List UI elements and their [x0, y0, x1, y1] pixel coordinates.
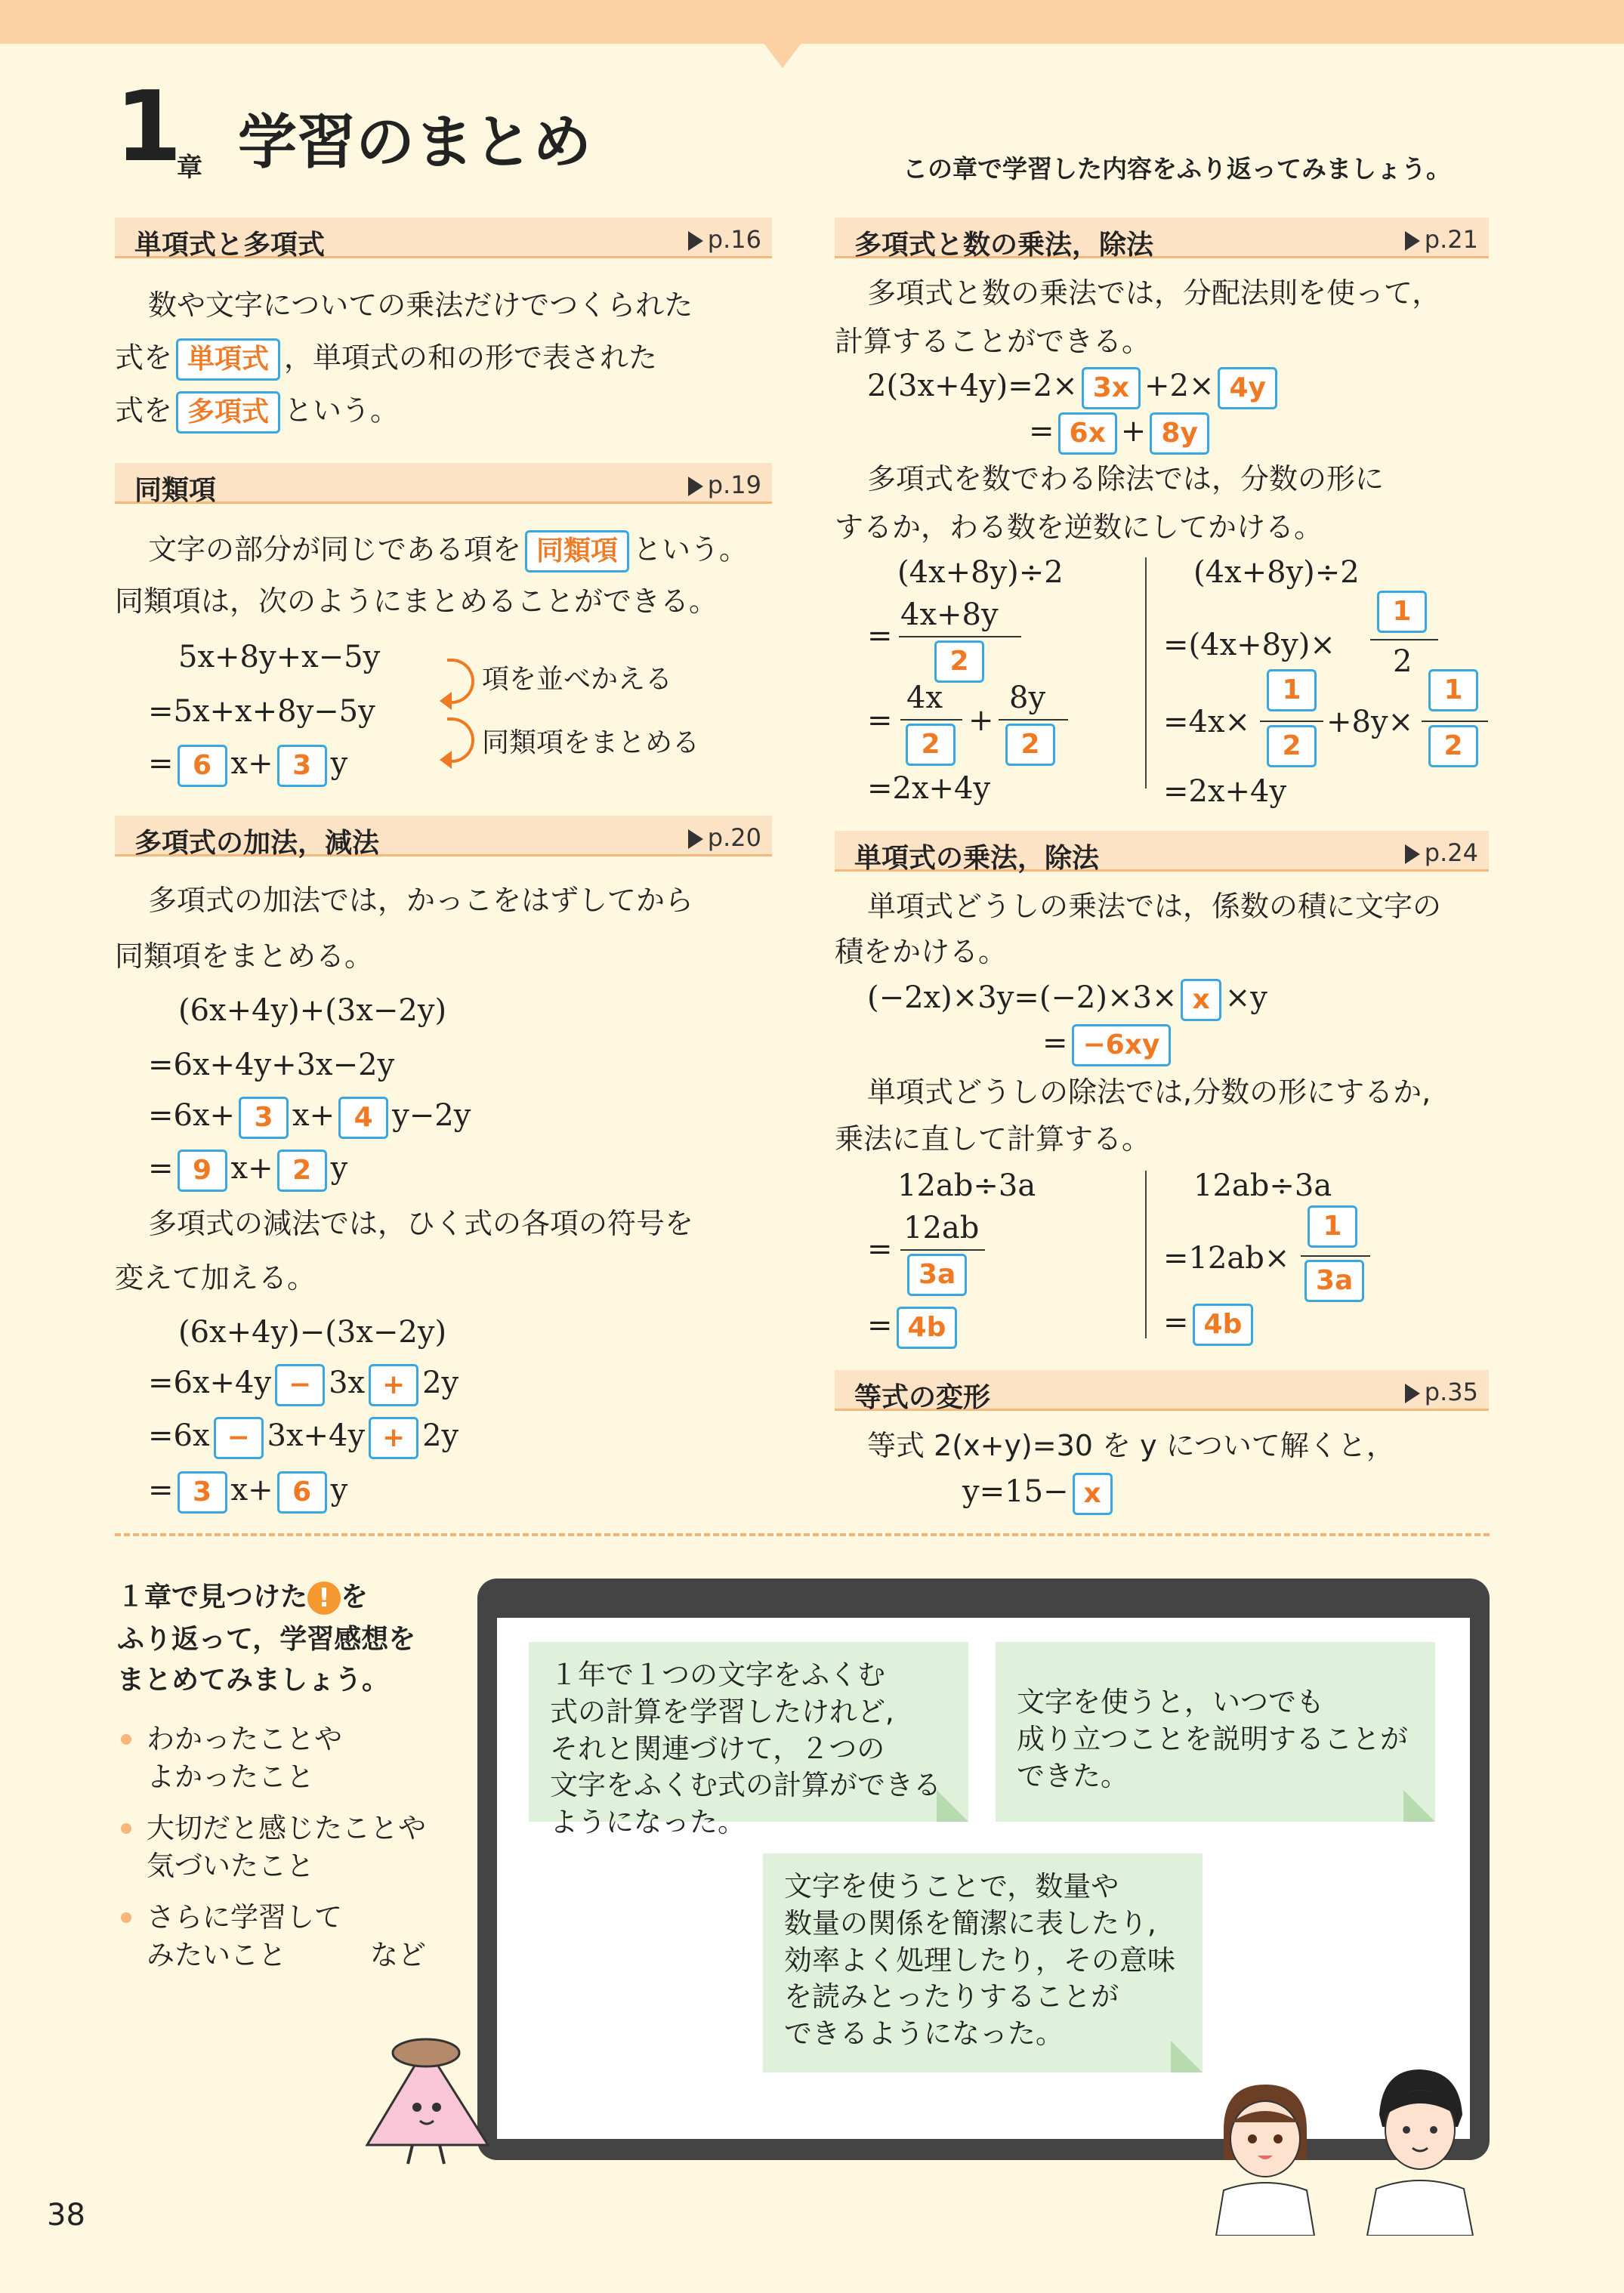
text-line: 式を 単項式 ，単項式の和の形で表された [115, 338, 657, 381]
answer-box: 3 [178, 1471, 227, 1514]
dashed-divider [115, 1533, 1490, 1536]
page-fold-icon [1171, 2041, 1203, 2072]
text-line: 単項式どうしの除法では,分数の形にするか, [867, 1076, 1431, 1109]
page-fold-icon [1403, 1790, 1435, 1822]
fraction-denominator: 2 [902, 724, 959, 766]
fraction-denominator: 3a [1301, 1260, 1368, 1302]
section-header-equation-transform [835, 1370, 1489, 1411]
answer-box: 4b [897, 1307, 958, 1349]
answer-box: 6 [178, 745, 227, 787]
math-line: y=15− x [962, 1473, 1116, 1515]
fraction-denominator: 2 [1393, 644, 1413, 679]
math-line: = [867, 703, 893, 738]
chapter-number: 1 [115, 71, 183, 184]
play-triangle-icon [688, 829, 703, 849]
math-line: (6x+4y)−(3x−2y) [178, 1315, 447, 1350]
answer-box: 同類項 [525, 530, 629, 572]
text-line: 多項式と数の乗法では，分配法則を使って， [867, 276, 1441, 310]
fraction-bar [899, 636, 1021, 637]
math-line: (−2x)×3y=(−2)×3× x ×y [867, 979, 1267, 1021]
text-line: 計算することができる。 [835, 325, 1151, 358]
column-divider [1145, 557, 1147, 789]
page-reference[interactable]: p.21 [1405, 225, 1478, 254]
math-line: = 6x + 8y [1029, 412, 1213, 455]
math-line: 12ab÷3a [1193, 1168, 1332, 1203]
answer-box: + [369, 1364, 418, 1406]
math-line: (6x+4y)+(3x−2y) [178, 993, 447, 1028]
answer-box: 4 [338, 1097, 388, 1139]
math-line: 2(3x+4y)=2× 3x +2× 4y [867, 367, 1281, 409]
fraction-denominator: 2 [931, 640, 988, 683]
math-line: =4x× [1163, 705, 1251, 739]
list-item: さらに学習して みたいこと など [121, 1899, 426, 1974]
section-header-polynomial-number-mul-div [835, 218, 1489, 261]
sticky-note: １年で１つの文字をふくむ 式の計算を学習したけれど, それと関連づけて，２つの 文字をふくむ式の計算ができる ようになった。 [529, 1642, 968, 1822]
list-item: 大切だと感じたことや 気づいたこと [121, 1810, 426, 1885]
answer-box: 3x [1082, 367, 1141, 409]
fraction-bar [999, 719, 1068, 721]
fraction-denominator: 2 [1002, 724, 1059, 766]
math-line: = [867, 619, 893, 653]
exclamation-icon: ! [307, 1582, 341, 1615]
reflection-heading: まとめてみましょう。 [117, 1665, 390, 1696]
answer-box: x [1181, 979, 1221, 1021]
text-line: 式を 多項式 という。 [115, 391, 399, 434]
fraction-numerator: 12ab [903, 1211, 980, 1245]
math-line: +8y× [1326, 705, 1414, 739]
chapter-subtitle: この章で学習した内容をふり返ってみましょう。 [903, 154, 1451, 184]
math-operator: + [968, 703, 994, 738]
math-line: = 6 x+ 3 y [148, 745, 347, 787]
text-line: 多項式の減法では，ひく式の各項の符号を [148, 1207, 694, 1240]
math-line: (4x+8y)÷2 [1193, 555, 1360, 590]
board-surface [497, 1618, 1470, 2139]
answer-box: 8y [1150, 412, 1209, 455]
play-triangle-icon [688, 477, 703, 496]
chapter-title: 学習のまとめ [238, 109, 592, 177]
answer-box: 2 [277, 1150, 327, 1192]
text-line: 文字の部分が同じである項を 同類項 という。 [148, 530, 748, 572]
page-fold-icon [937, 1790, 968, 1822]
text-line: 等式 2(x+y)=30 を y について解くと， [867, 1429, 1395, 1462]
math-line: = [867, 1232, 893, 1267]
fraction-numerator: 8y [1009, 680, 1046, 715]
play-triangle-icon [1405, 1384, 1420, 1403]
math-line: (4x+8y)÷2 [897, 555, 1064, 590]
text-line: 積をかける。 [835, 935, 1008, 968]
top-notch [763, 42, 802, 68]
play-triangle-icon [1405, 231, 1420, 251]
page-reference[interactable]: p.24 [1405, 838, 1478, 867]
answer-box: 6 [277, 1471, 327, 1514]
math-line: =6x+4y+3x−2y [148, 1048, 395, 1082]
fraction-bar [1422, 721, 1488, 722]
math-line: 5x+8y+x−5y [178, 640, 381, 674]
page-reference[interactable]: p.35 [1405, 1378, 1478, 1406]
fraction-denominator: 2 [1425, 725, 1482, 767]
answer-box: 3 [277, 745, 327, 787]
section-header-monomial-mul-div [835, 831, 1489, 872]
girl-character-icon [1201, 2069, 1329, 2236]
section-title: 等式の変形 [854, 1382, 991, 1413]
page-reference[interactable]: p.20 [688, 823, 761, 852]
text-line: するか，わる数を逆数にしてかける。 [835, 511, 1323, 544]
fraction-numerator: 1 [1425, 669, 1482, 711]
answer-box: 4b [1193, 1304, 1254, 1346]
fraction-numerator: 4x+8y [900, 597, 999, 632]
math-line: =6x+4y − 3x + 2y [148, 1364, 458, 1406]
math-line: = −6xy [1042, 1024, 1175, 1066]
section-title: 単項式と多項式 [134, 230, 326, 261]
math-line: =5x+x+8y−5y [148, 694, 375, 729]
top-band [0, 0, 1624, 44]
text-line: 同類項をまとめる。 [115, 940, 374, 973]
math-line: =2x+4y [1163, 774, 1287, 809]
curved-arrow-icon [447, 718, 474, 763]
section-title: 多項式の加法，減法 [134, 828, 380, 859]
list-item: わかったことや よかったこと [121, 1721, 342, 1796]
text-line: 数や文字についての乗法だけでつくられた [148, 289, 693, 322]
answer-box: 9 [178, 1150, 227, 1192]
triangle-mascot-icon [352, 2032, 503, 2168]
reflection-heading: １章で見つけた ! を [117, 1582, 369, 1613]
math-line: = 3 x+ 6 y [148, 1471, 347, 1514]
fraction-bar [900, 719, 962, 721]
fraction-bar [1260, 721, 1323, 722]
page-reference[interactable]: p.16 [688, 225, 761, 254]
curved-arrow-icon [447, 659, 474, 704]
text-line: 乗法に直して計算する。 [835, 1122, 1151, 1156]
fraction-numerator: 4x [906, 680, 943, 715]
fraction-denominator: 2 [1263, 725, 1320, 767]
text-line: 多項式の加法では，かっこをはずしてから [148, 884, 694, 917]
answer-box: − [214, 1417, 264, 1459]
fraction-numerator: 1 [1263, 669, 1320, 711]
chapter-label: 章 [177, 153, 202, 183]
arrow-label: 項を並べかえる [482, 664, 673, 695]
fraction-bar [900, 1249, 985, 1251]
answer-box: 多項式 [176, 391, 280, 434]
math-line: = 4b [867, 1307, 961, 1349]
fraction-bar [1370, 639, 1438, 640]
math-line: 12ab÷3a [897, 1168, 1036, 1203]
answer-box: − [275, 1364, 325, 1406]
fraction-denominator: 3a [903, 1254, 971, 1296]
reflection-heading: ふり返って，学習感想を [117, 1624, 416, 1655]
text-line: 多項式を数でわる除法では，分数の形に [867, 462, 1385, 495]
play-triangle-icon [688, 231, 703, 251]
page-reference[interactable]: p.19 [688, 471, 761, 499]
answer-box: 6x [1058, 412, 1117, 455]
text-line: 変えて加える。 [115, 1261, 316, 1295]
page-number: 38 [47, 2198, 85, 2233]
math-line: =6x+ 3 x+ 4 y−2y [148, 1097, 471, 1139]
answer-box: 単項式 [176, 338, 280, 381]
section-title: 同類項 [134, 475, 217, 506]
column-divider [1145, 1171, 1147, 1338]
answer-box: 3 [239, 1097, 289, 1139]
section-title: 多項式と数の乗法，除法 [854, 230, 1154, 261]
math-line: =6x − 3x+4y + 2y [148, 1417, 458, 1459]
answer-box: x [1073, 1473, 1113, 1515]
math-line: = 4b [1163, 1304, 1257, 1346]
section-header-polynomial-add-sub [115, 816, 772, 859]
fraction-numerator: 1 [1373, 591, 1431, 633]
section-title: 単項式の乗法，除法 [854, 843, 1100, 874]
text-line: 同類項は，次のようにまとめることができる。 [115, 585, 718, 618]
board [477, 1579, 1490, 2160]
section-header-monomial-polynomial [115, 218, 772, 261]
math-line: =(4x+8y)× [1163, 628, 1335, 662]
answer-box: −6xy [1072, 1024, 1172, 1066]
answer-box: 4y [1218, 367, 1277, 409]
fraction-bar [1301, 1255, 1370, 1257]
boy-character-icon [1352, 2054, 1488, 2236]
section-header-like-terms [115, 463, 772, 504]
math-line: =12ab× [1163, 1241, 1290, 1276]
fraction-numerator: 1 [1304, 1205, 1361, 1248]
text-line: 単項式どうしの乗法では，係数の積に文字の [867, 890, 1442, 923]
sticky-note: 文字を使うと，いつでも 成り立つことを説明することが できた。 [996, 1642, 1435, 1822]
math-line: = 9 x+ 2 y [148, 1150, 347, 1192]
sticky-note: 文字を使うことで，数量や 数量の関係を簡潔に表したり, 効率よく処理したり，その意味 を読みとったりすることが できるようになった。 [763, 1853, 1203, 2072]
play-triangle-icon [1405, 844, 1420, 864]
math-line: =2x+4y [867, 771, 991, 806]
arrow-label: 同類項をまとめる [482, 727, 700, 758]
answer-box: + [369, 1417, 418, 1459]
